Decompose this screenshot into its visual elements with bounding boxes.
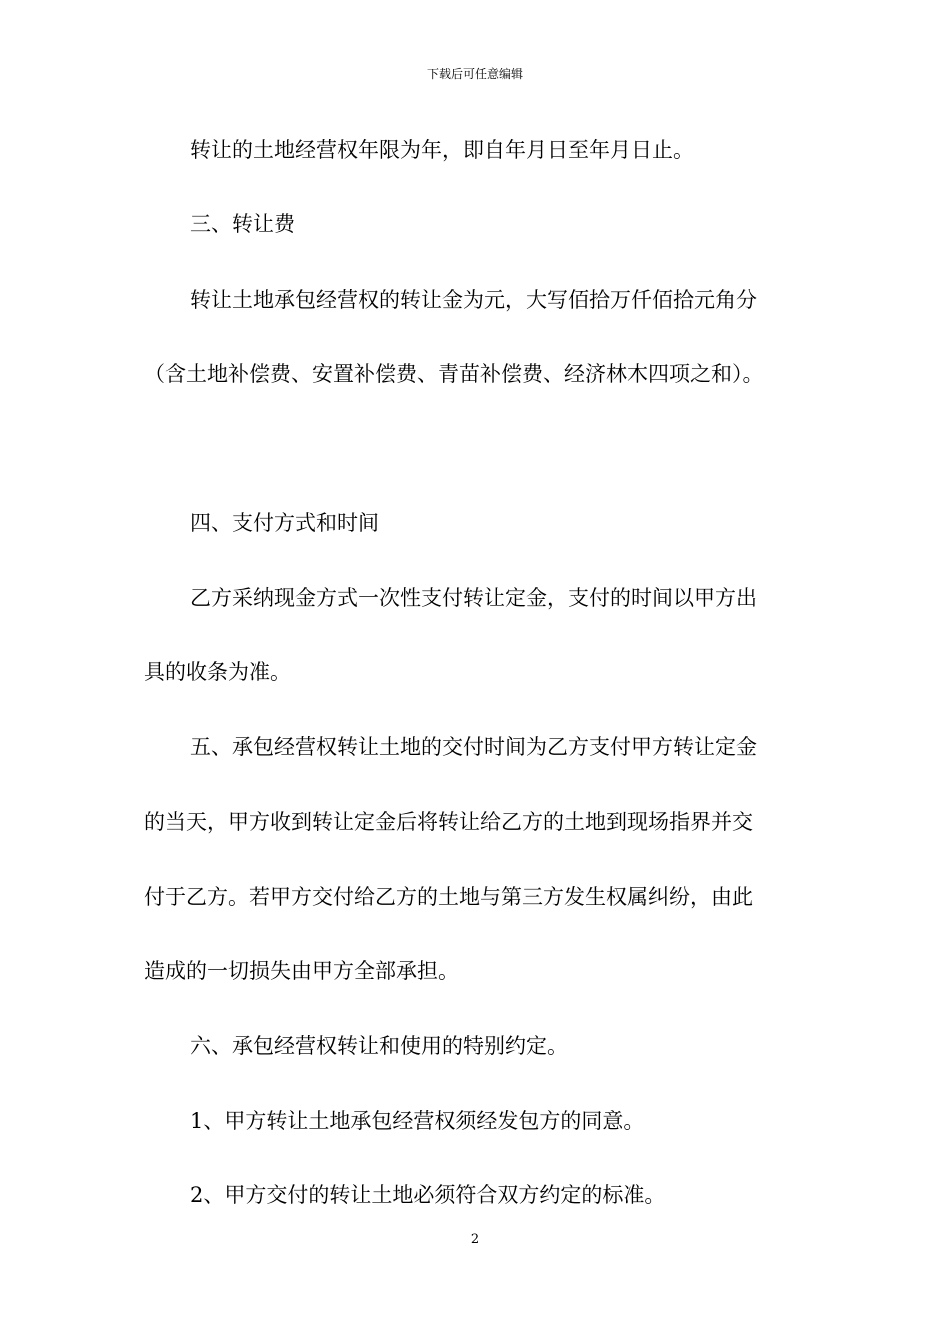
paragraph-line: 转让土地承包经营权的转让金为元，大写佰拾万仟佰拾元角分	[190, 288, 757, 312]
paragraph-line: 乙方采纳现金方式一次性支付转让定金，支付的时间以甲方出	[190, 586, 757, 610]
page-number: 2	[470, 1232, 480, 1247]
paragraph-line: 1、甲方转让土地承包经营权须经发包方的同意。	[190, 1109, 645, 1133]
section-heading: 四、支付方式和时间	[190, 511, 379, 535]
section-heading: 三、转让费	[190, 212, 295, 236]
paragraph-line: （含土地补偿费、安置补偿费、青苗补偿费、经济林木四项之和）。	[144, 362, 764, 386]
paragraph-line: 的当天，甲方收到转让定金后将转让给乙方的土地到现场指界并交	[144, 810, 753, 834]
paragraph-line: 具的收条为准。	[144, 660, 291, 684]
paragraph-line: 2、甲方交付的转让土地必须符合双方约定的标准。	[190, 1183, 666, 1207]
paragraph-line: 造成的一切损失由甲方全部承担。	[144, 959, 459, 983]
paragraph-line: 付于乙方。若甲方交付给乙方的土地与第三方发生权属纠纷，由此	[144, 885, 753, 909]
paragraph-line: 五、承包经营权转让土地的交付时间为乙方支付甲方转让定金	[190, 735, 757, 759]
paragraph-line: 转让的土地经营权年限为年，即自年月日至年月日止。	[190, 138, 694, 162]
page-header: 下载后可任意编辑	[426, 67, 523, 81]
section-heading: 六、承包经营权转让和使用的特别约定。	[190, 1034, 568, 1058]
